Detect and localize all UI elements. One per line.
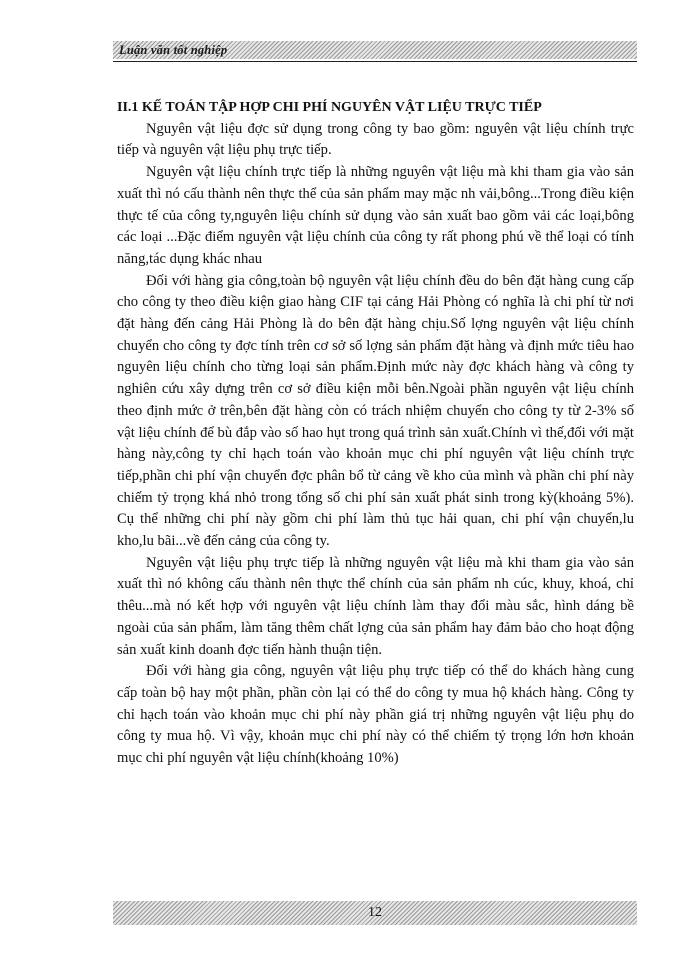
paragraph-5: Đối với hàng gia công, nguyên vật liệu phụ trực tiếp có thể do khách hàng cung cấp toàn bộ hay một phần, phần còn lại có thể do công ty mua hộ khách hàng. Công ty chỉ hạch toán vào khoản mục chi phí này phần giá trị những nguyên vật liệu phụ do công ty mua hộ. Vì vậy, khoản mục chi phí này có thể chiếm tỷ trọng lớn hơn khoản mục chi phí nguyên vật liệu chính(khoảng 10%) — [117, 663, 634, 767]
paragraph-4: Nguyên vật liệu phụ trực tiếp là những nguyên vật liệu mà khi tham gia vào sản xuất thì nó không cấu thành nên thực thể chính của sản phẩm nh cúc, khuy, khoá, chỉ thêu...mà nó kết hợp với nguyên vật liệu chính làm thay đổi màu sắc, hình dáng bề ngoài của sản phẩm, làm tăng thêm chất lợng của sản phẩm hay đảm bảo cho hoạt động sản xuất kinh doanh đợc tiến hành thuận tiện. — [117, 554, 634, 658]
paragraph-3: Đối với hàng gia công,toàn bộ nguyên vật liệu chính đều do bên đặt hàng cung cấp cho công ty theo điều kiện giao hàng CIF tại cảng Hải Phòng có nghĩa là chi phí từ nơi đặt hàng đến cảng Hải Phòng là do bên đặt hàng chịu.Số lợng nguyên vật liệu chính chuyển cho công ty đợc tính trên cơ sở số lợng sản phẩm đặt hàng và định mức tiêu hao nguyên liệu chính cho từng loại sản phẩm.Định mức này đợc khách hàng và công ty nghiên cứu xây dựng trên cơ sở điều kiện mỗi bên.Ngoài phần nguyên vật liệu chính theo định mức ở trên,bên đặt hàng còn có trách nhiệm chuyển cho công ty từ 2-3% số vật liệu chính để bù đắp vào số hao hụt trong quá trình sản xuất.Chính vì thế,đối với mặt hàng này,công ty chỉ hạch toán vào khoản mục chi phí nguyên vật liệu chính trực tiếp,phần chi phí vận chuyển đợc phân bổ từ cảng về kho của mình và phần chi phí này chiếm tỷ trọng khá nhỏ trong tổng số chi phí sản xuất phát sinh trong kỳ(khoảng 5%). Cụ thể những chi phí này gồm chi phí làm thủ tục hải quan, chi phí vận chuyển,lu kho,lu bãi...về đến cảng của công ty. — [117, 272, 634, 550]
page-body — [117, 97, 634, 770]
section-heading: II.1 KẾ TOÁN TẬP HỢP CHI PHÍ NGUYÊN VẬT LIỆU TRỰC TIẾP — [117, 100, 542, 115]
header-rule — [113, 61, 637, 62]
paragraph-2: Nguyên vật liệu chính trực tiếp là những nguyên vật liệu mà khi tham gia vào sản xuất thì nó cấu thành nên thực thể của sản phẩm may mặc nh vải,bông...Trong điều kiện thực tế của công ty,nguyên liệu chính sử dụng vào sản xuất bao gồm vải các loại,bông các loại ...Đặc điểm nguyên vật liệu chính của công ty rất phong phú về thể loại có tính năng,tác dụng khác nhau — [117, 164, 634, 267]
running-header-title: Luận văn tốt nghiệp — [119, 43, 228, 57]
paragraph-1: Nguyên vật liệu đợc sử dụng trong công ty bao gồm: nguyên vật liệu chính trực tiếp và nguyên vật liệu phụ trực tiếp. — [117, 120, 634, 159]
page-number: 12 — [368, 905, 382, 920]
